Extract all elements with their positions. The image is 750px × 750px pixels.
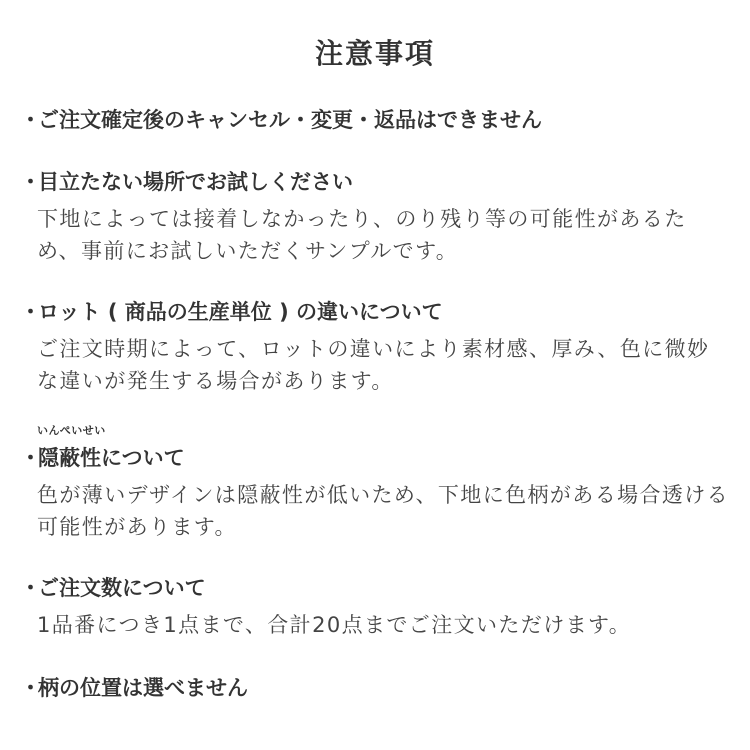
section-heading xyxy=(20,424,730,474)
notice-section-pattern-position xyxy=(20,672,730,704)
page-title: 注意事項 xyxy=(314,37,435,70)
notice-section-no-cancel xyxy=(20,104,730,136)
section-heading-text: ご注文確定後のキャンセル・変更・返品はできません xyxy=(38,108,542,132)
section-heading-text: 目立たない場所でお試しください xyxy=(38,170,353,194)
section-heading-text: 柄の位置は選べません xyxy=(38,676,248,700)
section-heading-text: ご注文数について xyxy=(38,576,206,600)
bullet-mark: ・ xyxy=(20,446,41,470)
notice-section-test xyxy=(20,166,730,267)
bullet-mark: ・ xyxy=(20,300,41,324)
bullet-mark: ・ xyxy=(20,676,41,700)
bullet-mark: ・ xyxy=(20,576,41,600)
bullet-mark: ・ xyxy=(20,108,41,132)
furigana: いんぺいせい xyxy=(37,424,106,437)
notice-section-hiding xyxy=(20,424,730,543)
section-heading xyxy=(20,296,730,328)
section-heading xyxy=(20,166,730,198)
notice-section-lot xyxy=(20,296,730,397)
section-body: 1品番につき1点まで、合計20点までご注文いただけます。 xyxy=(37,613,632,637)
section-body: ご注文時期によって、ロットの違いにより素材感、厚み、色に微妙な違いが発生する場合があります。 xyxy=(37,337,710,393)
section-heading xyxy=(20,104,730,136)
section-heading-text: ロット ( 商品の生産単位 ) の違いについて xyxy=(38,300,443,324)
section-heading xyxy=(20,572,730,604)
section-heading-text: 隠蔽性について xyxy=(38,446,185,470)
section-body: 下地によっては接着しなかったり、のり残り等の可能性があるため、事前にお試しいただくサンプルです。 xyxy=(37,207,687,263)
section-body: 色が薄いデザインは隠蔽性が低いため、下地に色柄がある場合透ける可能性があります。 xyxy=(37,483,730,539)
bullet-mark: ・ xyxy=(20,170,41,194)
section-heading xyxy=(20,672,730,704)
notice-section-quantity xyxy=(20,572,730,641)
